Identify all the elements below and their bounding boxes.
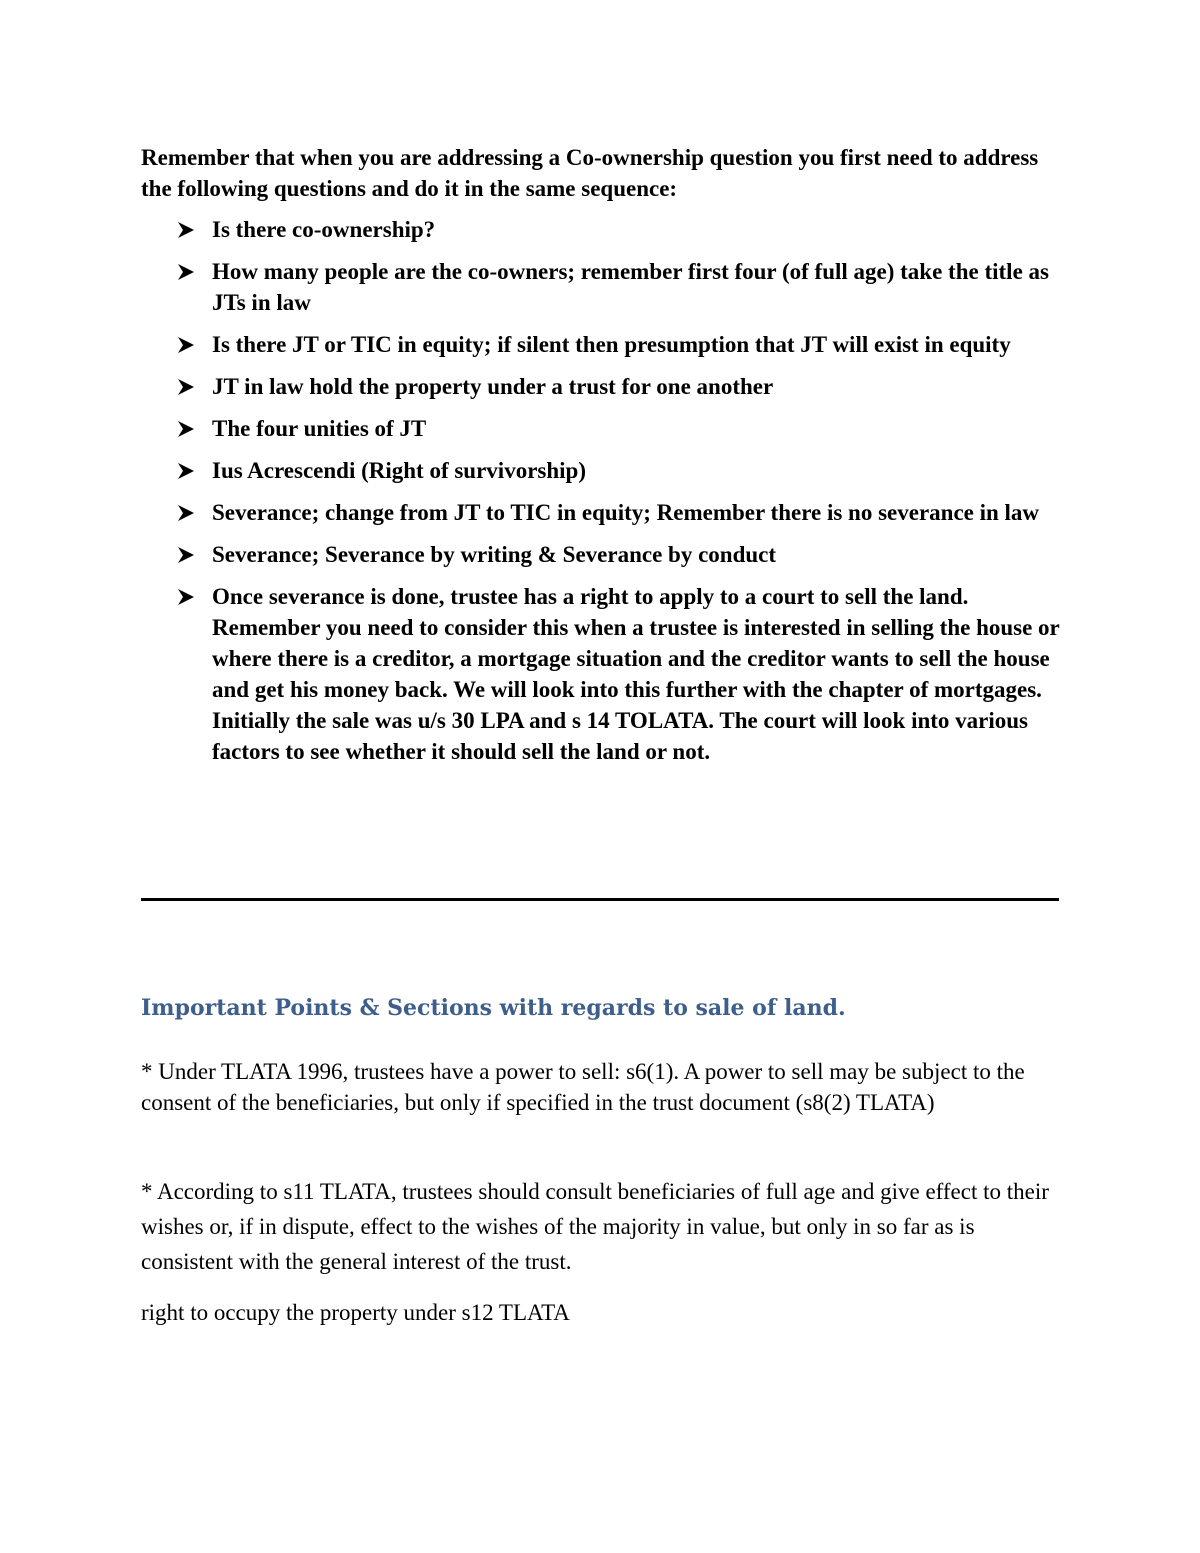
list-item xyxy=(141,256,1066,318)
list-item xyxy=(141,413,1066,444)
list-item xyxy=(141,581,1066,767)
list-item xyxy=(141,539,1066,570)
section-paragraph: * Under TLATA 1996, trustees have a power to sell: s6(1). A power to sell may be subject to the consent of the beneficiaries, but only if specified in the trust document (s8(2) TLATA) xyxy=(141,1059,1025,1115)
arrowhead-bullet-icon xyxy=(177,546,195,564)
arrowhead-bullet-icon xyxy=(177,263,195,281)
list-item xyxy=(141,371,1066,402)
list-item xyxy=(141,329,1066,360)
arrowhead-bullet-icon xyxy=(177,588,195,606)
list-item xyxy=(141,497,1066,528)
horizontal-divider xyxy=(141,898,1059,901)
list-item-text: Is there co-ownership? xyxy=(212,217,436,242)
arrowhead-bullet-icon xyxy=(177,336,195,354)
arrowhead-bullet-icon xyxy=(177,420,195,438)
list-item-text: How many people are the co-owners; remember first four (of full age) take the title as JTs in law xyxy=(212,259,1049,315)
list-item-text: JT in law hold the property under a trust for one another xyxy=(212,374,774,399)
list-item-text: The four unities of JT xyxy=(212,416,427,441)
co-ownership-checklist xyxy=(141,214,1066,778)
list-item-text: Severance; change from JT to TIC in equity; Remember there is no severance in law xyxy=(212,500,1040,525)
section-paragraph: * According to s11 TLATA, trustees should consult beneficiaries of full age and give effect to their wishes or, if in dispute, effect to the wishes of the majority in value, but only in so far as is consistent with the general interest of the trust. xyxy=(141,1179,1049,1274)
list-item-text: Ius Acrescendi (Right of survivorship) xyxy=(212,458,586,483)
section-heading: Important Points & Sections with regards to sale of land. xyxy=(141,995,846,1021)
list-item xyxy=(141,455,1066,486)
arrowhead-bullet-icon xyxy=(177,221,195,239)
arrowhead-bullet-icon xyxy=(177,378,195,396)
arrowhead-bullet-icon xyxy=(177,462,195,480)
section-paragraph: right to occupy the property under s12 TLATA xyxy=(141,1300,570,1325)
list-item xyxy=(141,214,1066,245)
list-item-text: Severance; Severance by writing & Severance by conduct xyxy=(212,542,777,567)
arrowhead-bullet-icon xyxy=(177,504,195,522)
intro-paragraph: Remember that when you are addressing a Co-ownership question you first need to address the following questions and do it in the same sequence: xyxy=(141,145,1039,201)
list-item-text: Is there JT or TIC in equity; if silent then presumption that JT will exist in equity xyxy=(212,332,1011,357)
list-item-text: Once severance is done, trustee has a right to apply to a court to sell the land. Remember you need to consider this when a trustee is interested in selling the house or where there is a creditor, a mortgage situation and the creditor wants to sell the house and get his money back. We will look into this further with the chapter of mortgages. Initially the sale was u/s 30 LPA and s 14 TOLATA. The court will look into various factors to see whether it should sell the land or not. xyxy=(212,584,1060,764)
